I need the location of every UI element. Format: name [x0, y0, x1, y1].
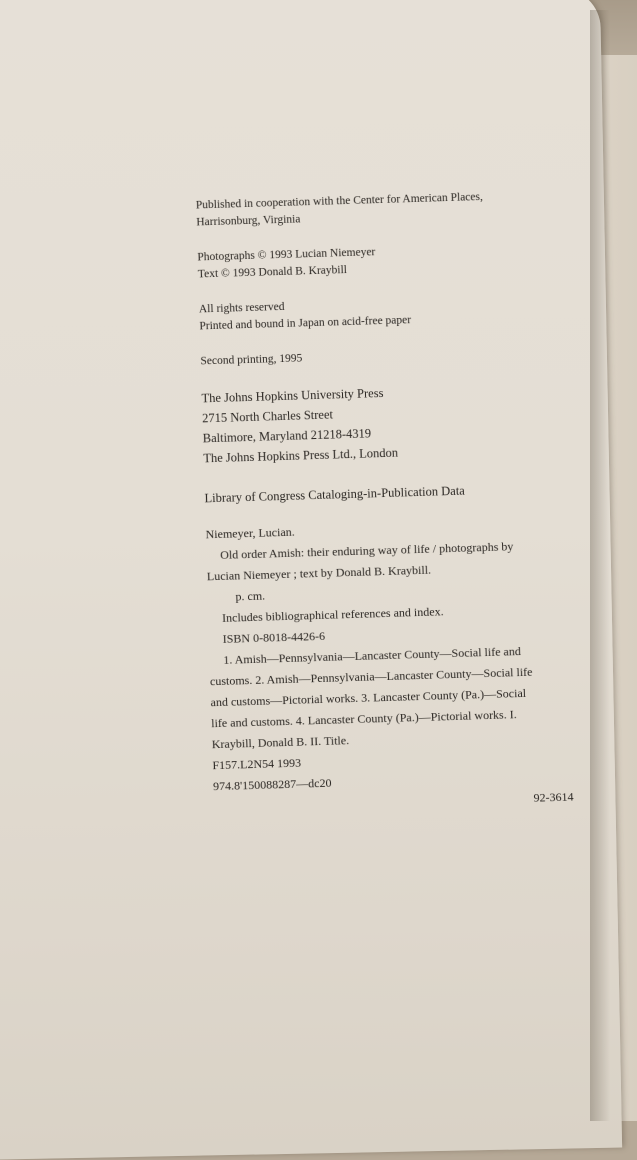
publisher-street: 2715 North Charles Street — [201, 407, 334, 426]
cip-record — [205, 513, 584, 818]
cip-subject-line-5: Kraybill, Donald B. II. Title. — [211, 733, 350, 752]
publisher-city: Baltimore, Maryland 21218-4319 — [202, 426, 372, 446]
cip-includes: Includes bibliographical references and index. — [221, 604, 444, 625]
publisher-london: The Johns Hopkins Press Ltd., London — [203, 445, 399, 466]
rights-reserved: All rights reserved — [198, 300, 285, 316]
printed-bound: Printed and bound in Japan on acid-free paper — [199, 314, 412, 333]
printing-edition: Second printing, 1995 — [200, 352, 303, 368]
cip-heading: Library of Congress Cataloging-in-Publication Data — [204, 483, 465, 506]
photo-copyright: Photographs © 1993 Lucian Niemeyer — [197, 246, 376, 264]
cip-author: Niemeyer, Lucian. — [205, 524, 295, 542]
published-line-1: Published in cooperation with the Center for American Places, — [195, 190, 483, 212]
cip-pages: p. cm. — [235, 588, 266, 604]
cip-lccn: 92-3614 — [533, 789, 574, 805]
published-line-2: Harrisonburg, Virginia — [196, 213, 301, 229]
cip-subject-line-2: customs. 2. Amish—Pennsylvania—Lancaster County—Social life — [209, 664, 533, 689]
cip-subject-line-1: 1. Amish—Pennsylvania—Lancaster County—Social life and — [223, 644, 522, 667]
page-edge-shadow — [590, 10, 610, 1121]
publisher-name: The Johns Hopkins University Press — [201, 385, 384, 406]
cip-subject-line-4: life and customs. 4. Lancaster County (Pa.)—Pictorial works. I. — [210, 707, 517, 731]
copyright-text-block — [196, 186, 584, 818]
cip-dewey: 974.8'150088287—dc20 — [212, 775, 332, 794]
cip-lc-class: F157.L2N54 1993 — [212, 755, 302, 773]
cip-subject-line-3: and customs—Pictorial works. 3. Lancaster County (Pa.)—Social — [210, 685, 527, 710]
cip-isbn: ISBN 0-8018-4426-6 — [222, 628, 326, 646]
text-copyright: Text © 1993 Donald B. Kraybill — [197, 264, 348, 281]
cip-title-line-1: Old order Amish: their enduring way of life / photographs by — [219, 539, 514, 562]
cip-title-line-2: Lucian Niemeyer ; text by Donald B. Kraybill. — [206, 562, 432, 584]
